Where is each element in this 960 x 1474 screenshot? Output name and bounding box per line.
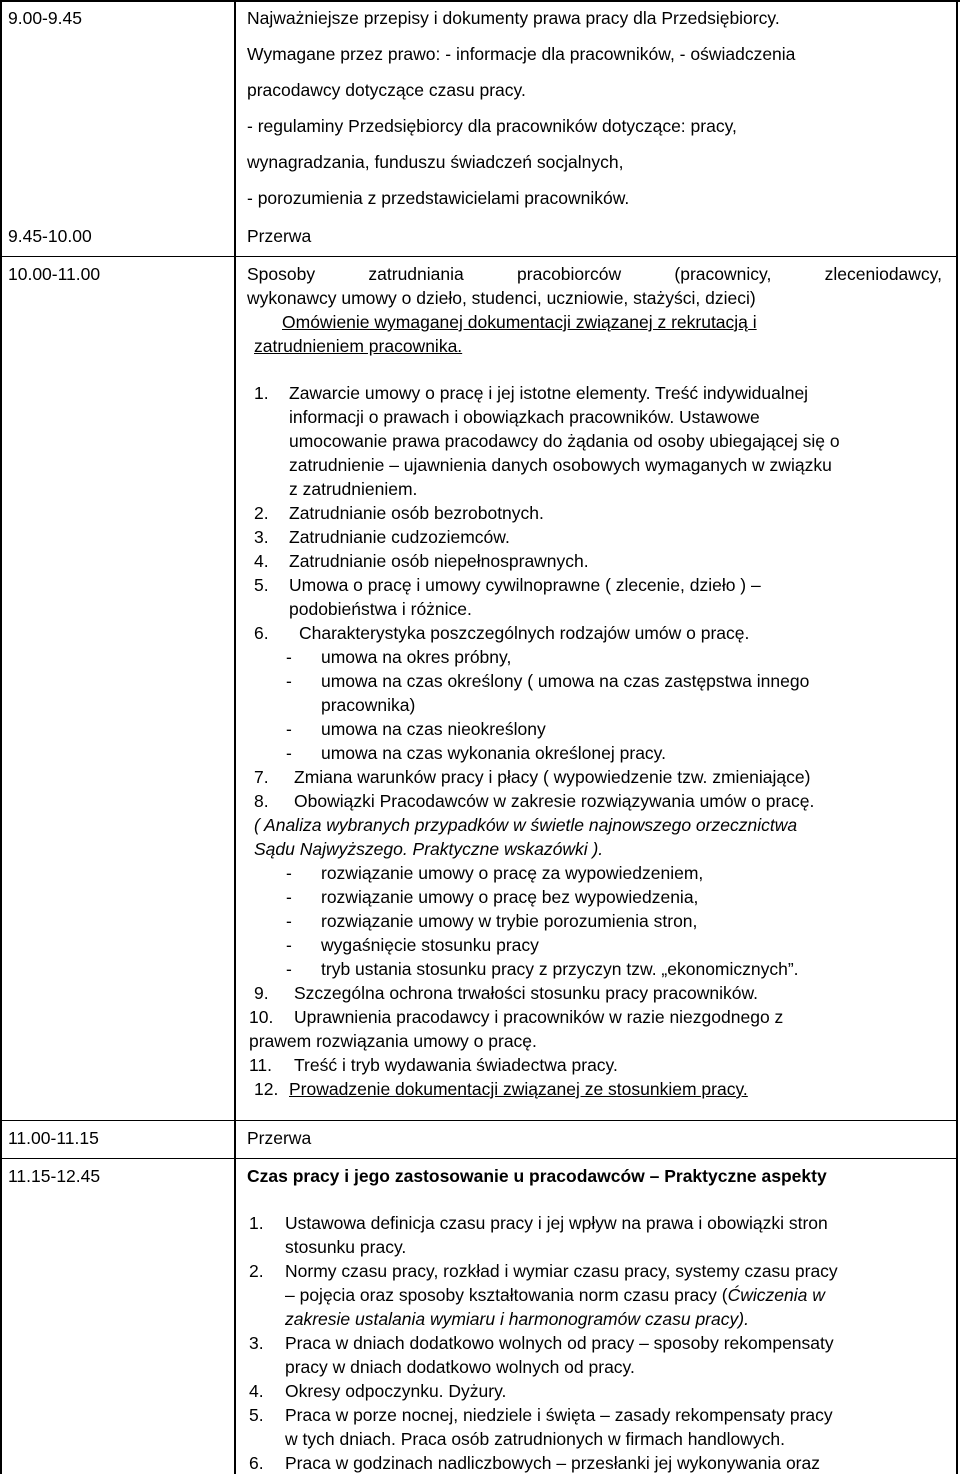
list-item-note: ( Analiza wybranych przypadków w świetle najnowszego orzecznictwa: [254, 815, 798, 835]
list-item: Praca w godzinach nadliczbowych – przesłanki jej wykonywania oraz: [285, 1453, 820, 1473]
list-item: pracy w dniach dodatkowo wolnych od pracy.: [285, 1357, 635, 1377]
list-number: 2.: [249, 1261, 264, 1281]
time-slot: 11.00-11.15: [8, 1128, 99, 1148]
list-item: rozwiązanie umowy w trybie porozumienia stron,: [321, 911, 698, 931]
text-line: Najważniejsze przepisy i dokumenty prawa pracy dla Przedsiębiorcy.: [247, 8, 780, 28]
list-number: 9.: [254, 983, 269, 1003]
list-item: Okresy odpoczynku. Dyżury.: [285, 1381, 507, 1401]
list-item: Normy czasu pracy, rozkład i wymiar czasu pracy, systemy czasu pracy: [285, 1261, 838, 1281]
row-divider: [0, 1120, 958, 1121]
list-dash: -: [286, 959, 292, 979]
list-number: 6.: [254, 623, 269, 643]
list-item: Zawarcie umowy o pracę i jej istotne elementy. Treść indywidualnej: [289, 383, 809, 403]
section-heading: Czas pracy i jego zastosowanie u pracodawców – Praktyczne aspekty: [247, 1166, 827, 1186]
time-slot: 11.15-12.45: [8, 1166, 101, 1186]
list-item: zatrudnienie – ujawnienia danych osobowych wymaganych w związku: [289, 455, 832, 475]
list-item: Treść i tryb wydawania świadectwa pracy.: [294, 1055, 618, 1075]
text-line: wykonawcy umowy o dzieło, studenci, uczniowie, stażyści, dzieci): [247, 288, 756, 308]
table-border-right: [956, 0, 958, 1474]
list-number: 4.: [249, 1381, 264, 1401]
list-item: umowa na czas wykonania określonej pracy.: [321, 743, 666, 763]
list-item: Charakterystyka poszczególnych rodzajów umów o pracę.: [299, 623, 750, 643]
list-item-italic: Ćwiczenia w: [727, 1285, 825, 1305]
table-border-top: [0, 0, 960, 2]
text-line: pracodawcy dotyczące czasu pracy.: [247, 80, 526, 100]
list-item: stosunku pracy.: [285, 1237, 407, 1257]
list-item: informacji o prawach i obowiązkach pracowników. Ustawowe: [289, 407, 760, 427]
list-item: Szczególna ochrona trwałości stosunku pracy pracowników.: [294, 983, 758, 1003]
list-item: Praca w porze nocnej, niedziele i święta – zasady rekompensaty pracy: [285, 1405, 833, 1425]
list-item: Zmiana warunków pracy i płacy ( wypowiedzenie tzw. zmieniające): [294, 767, 811, 787]
text-line: Wymagane przez prawo: - informacje dla pracowników, - oświadczenia: [247, 44, 796, 64]
time-slot: 9.45-10.00: [8, 226, 92, 246]
time-slot: 10.00-11.00: [8, 264, 101, 284]
break-label: Przerwa: [247, 226, 312, 246]
list-item: umowa na okres próbny,: [321, 647, 512, 667]
list-item: Zatrudnianie osób bezrobotnych.: [289, 503, 544, 523]
list-item: Zatrudnianie osób niepełnosprawnych.: [289, 551, 589, 571]
text-line: zatrudnieniem pracownika.: [254, 336, 463, 356]
list-item: Uprawnienia pracodawcy i pracowników w razie niezgodnego z: [294, 1007, 784, 1027]
list-dash: -: [286, 863, 292, 883]
list-number: 5.: [254, 575, 269, 595]
list-item-note: Sądu Najwyższego. Praktyczne wskazówki ).: [254, 839, 604, 859]
list-item: prawem rozwiązania umowy o pracę.: [249, 1031, 537, 1051]
break-label: Przerwa: [247, 1128, 312, 1148]
list-item: umowa na czas określony ( umowa na czas zastępstwa innego: [321, 671, 810, 691]
list-item: w tych dniach. Praca osób zatrudnionych w firmach handlowych.: [285, 1429, 785, 1449]
text-line: Sposoby zatrudniania pracobiorców (pracownicy, zleceniodawcy,: [247, 264, 942, 284]
table-border-left: [0, 0, 2, 1474]
list-number: 8.: [254, 791, 269, 811]
text-line: wynagradzania, funduszu świadczeń socjalnych,: [247, 152, 624, 172]
list-item: zakresie ustalania wymiaru i harmonogramów czasu pracy).: [285, 1309, 749, 1329]
list-item: rozwiązanie umowy o pracę za wypowiedzeniem,: [321, 863, 704, 883]
list-dash: -: [286, 671, 292, 691]
list-item: podobieństwa i różnice.: [289, 599, 472, 619]
list-item: Obowiązki Pracodawców w zakresie rozwiązywania umów o pracę.: [294, 791, 815, 811]
time-slot: 9.00-9.45: [8, 8, 82, 28]
list-dash: -: [286, 719, 292, 739]
list-item: wygaśnięcie stosunku pracy: [321, 935, 539, 955]
list-item: umowa na czas nieokreślony: [321, 719, 546, 739]
list-dash: -: [286, 743, 292, 763]
list-number: 3.: [249, 1333, 264, 1353]
list-dash: -: [286, 887, 292, 907]
column-divider: [234, 0, 236, 1474]
list-number: 11.: [249, 1055, 273, 1075]
list-number: 4.: [254, 551, 269, 571]
list-item: Umowa o pracę i umowy cywilnoprawne ( zlecenie, dzieło ) –: [289, 575, 761, 595]
list-number: 3.: [254, 527, 269, 547]
text-line: - porozumienia z przedstawicielami pracowników.: [247, 188, 630, 208]
list-number: 1.: [249, 1213, 264, 1233]
list-number: 10.: [249, 1007, 274, 1027]
text-line: Omówienie wymaganej dokumentacji związanej z rekrutacją i: [282, 312, 757, 332]
list-item: pracownika): [321, 695, 416, 715]
list-dash: -: [286, 935, 292, 955]
list-number: 12.: [254, 1079, 279, 1099]
list-dash: -: [286, 647, 292, 667]
list-item: [285, 1284, 825, 1306]
list-item: Ustawowa definicja czasu pracy i jej wpływ na prawa i obowiązki stron: [285, 1213, 828, 1233]
list-number: 7.: [254, 767, 269, 787]
list-item-text: – pojęcia oraz sposoby kształtowania norm czasu pracy (: [285, 1285, 728, 1305]
row-divider: [0, 1158, 958, 1159]
text-line: - regulaminy Przedsiębiorcy dla pracowników dotyczące: pracy,: [247, 116, 737, 136]
row-divider: [0, 256, 958, 257]
list-item: umocowanie prawa pracodawcy do żądania od osoby ubiegającej się o: [289, 431, 840, 451]
list-number: 6.: [249, 1453, 264, 1473]
list-number: 2.: [254, 503, 269, 523]
list-item: z zatrudnieniem.: [289, 479, 418, 499]
list-number: 5.: [249, 1405, 264, 1425]
list-dash: -: [286, 911, 292, 931]
list-item: rozwiązanie umowy o pracę bez wypowiedzenia,: [321, 887, 699, 907]
list-item: Zatrudnianie cudzoziemców.: [289, 527, 510, 547]
list-item: Prowadzenie dokumentacji związanej ze stosunkiem pracy.: [289, 1079, 748, 1099]
list-number: 1.: [254, 383, 269, 403]
list-item: Praca w dniach dodatkowo wolnych od pracy – sposoby rekompensaty: [285, 1333, 834, 1353]
list-item: tryb ustania stosunku pracy z przyczyn tzw. „ekonomicznych”.: [321, 959, 799, 979]
